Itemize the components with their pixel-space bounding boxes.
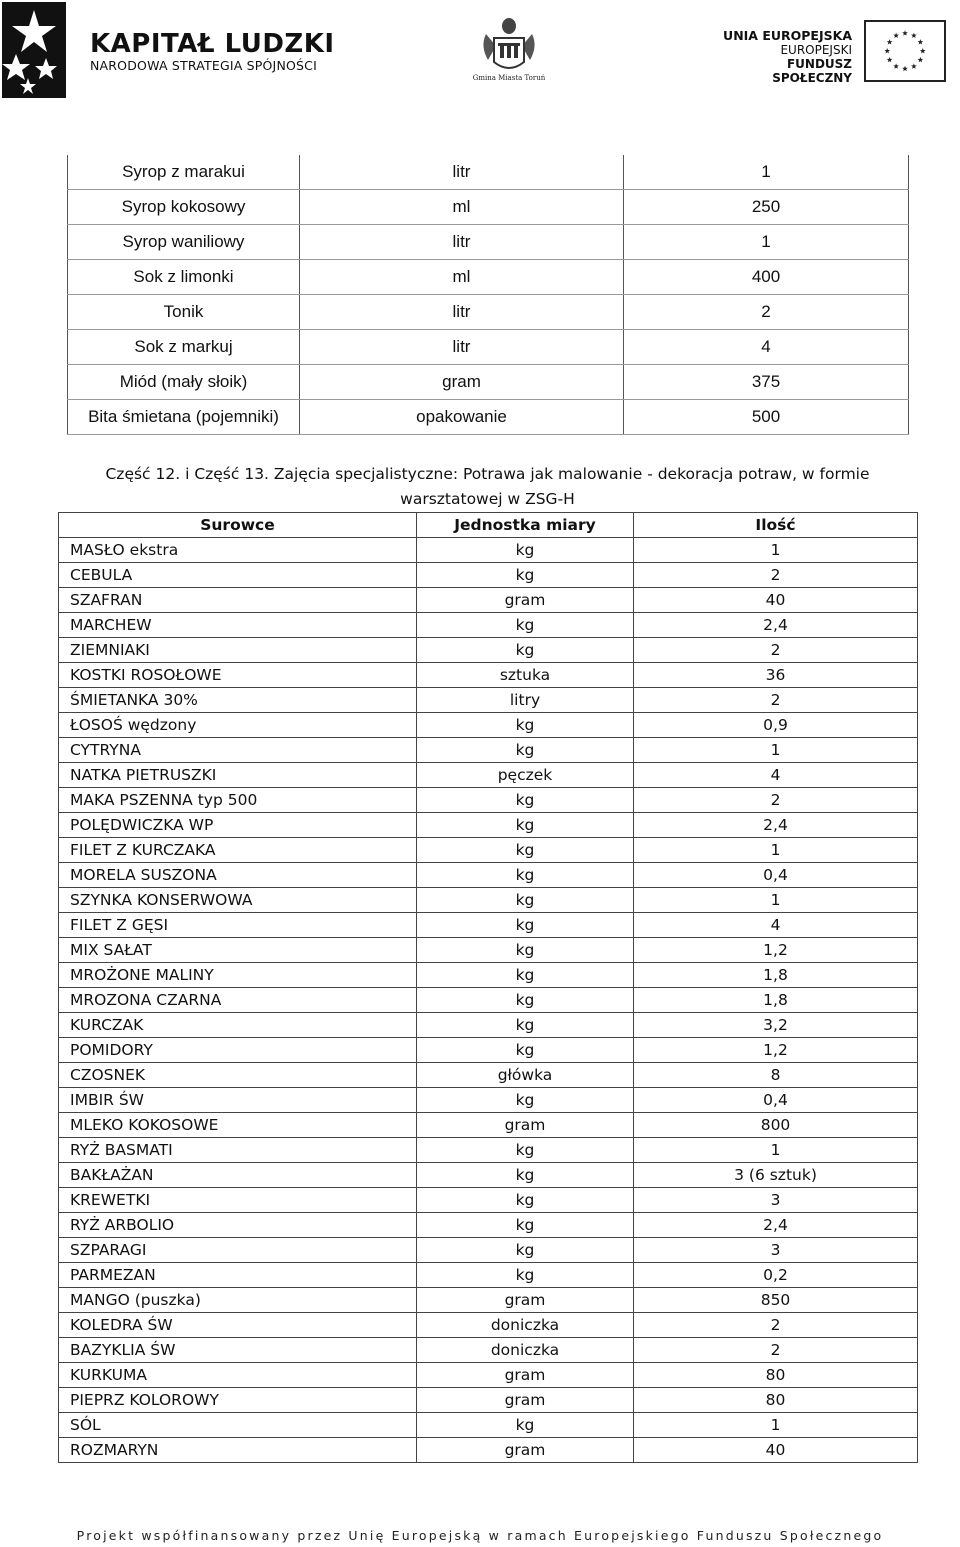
unit-cell: litr — [300, 155, 624, 190]
unit-cell: litr — [300, 295, 624, 330]
table-row — [59, 1113, 918, 1138]
quantity-cell: 40 — [634, 588, 918, 613]
table-row — [59, 1338, 918, 1363]
unit-cell: gram — [417, 1388, 634, 1413]
quantity-cell: 400 — [624, 260, 909, 295]
eu-star-icon — [887, 57, 893, 62]
unit-cell: kg — [417, 638, 634, 663]
table-row — [59, 1213, 918, 1238]
quantity-cell: 2,4 — [634, 1213, 918, 1238]
quantity-cell: 2 — [634, 563, 918, 588]
item-cell: MANGO (puszka) — [59, 1288, 417, 1313]
table-row — [59, 813, 918, 838]
section-title-part: Część 12. i Część 13. — [105, 465, 269, 483]
header-jednostka: Jednostka miary — [417, 513, 634, 538]
item-cell: MROŻONE MALINY — [59, 963, 417, 988]
item-cell: Syrop kokosowy — [68, 190, 300, 225]
table-row — [59, 688, 918, 713]
eu-line-3: FUNDUSZ SPOŁECZNY — [772, 57, 852, 85]
table-row — [68, 330, 909, 365]
quantity-cell: 1,8 — [634, 963, 918, 988]
item-cell: PARMEZAN — [59, 1263, 417, 1288]
unit-cell: kg — [417, 963, 634, 988]
table-row — [59, 1138, 918, 1163]
quantity-cell: 2 — [634, 638, 918, 663]
unit-cell: opakowanie — [300, 400, 624, 435]
section-title — [58, 458, 917, 512]
unit-cell: pęczek — [417, 763, 634, 788]
quantity-cell: 2,4 — [634, 613, 918, 638]
header-ilosc: Ilość — [634, 513, 918, 538]
unit-cell: gram — [417, 1363, 634, 1388]
unit-cell: gram — [417, 1438, 634, 1463]
quantity-cell: 1,2 — [634, 938, 918, 963]
quantity-cell: 1 — [634, 838, 918, 863]
table-row — [59, 538, 918, 563]
unit-cell: kg — [417, 1013, 634, 1038]
table-row — [59, 738, 918, 763]
item-cell: Syrop z marakui — [68, 155, 300, 190]
quantity-cell: 1 — [624, 155, 909, 190]
table-row — [68, 365, 909, 400]
unit-cell: gram — [417, 588, 634, 613]
table-row — [59, 1163, 918, 1188]
table-row — [59, 1263, 918, 1288]
unit-cell: litr — [300, 330, 624, 365]
table-row — [59, 1013, 918, 1038]
section-12-13 — [58, 458, 917, 1463]
quantity-cell: 1 — [634, 738, 918, 763]
quantity-cell: 0,4 — [634, 863, 918, 888]
eu-star-icon — [902, 30, 908, 35]
table-header-row — [59, 513, 918, 538]
item-cell: IMBIR ŚW — [59, 1088, 417, 1113]
table-row — [59, 1438, 918, 1463]
eu-star-icon — [911, 63, 917, 68]
item-cell: MASŁO ekstra — [59, 538, 417, 563]
unit-cell: gram — [417, 1113, 634, 1138]
item-cell: BAKŁAŻAN — [59, 1163, 417, 1188]
item-cell: POMIDORY — [59, 1038, 417, 1063]
quantity-cell: 3 — [634, 1188, 918, 1213]
eu-star-icon — [911, 33, 917, 38]
item-cell: FILET Z GĘSI — [59, 913, 417, 938]
table-row — [59, 713, 918, 738]
table-row — [59, 988, 918, 1013]
unit-cell: kg — [417, 1088, 634, 1113]
unit-cell: ml — [300, 190, 624, 225]
quantity-cell: 40 — [634, 1438, 918, 1463]
quantity-cell: 2 — [634, 1338, 918, 1363]
eu-star-icon — [920, 48, 926, 53]
kapital-ludzki-title: KAPITAŁ LUDZKI — [90, 29, 335, 59]
kapital-ludzki-subtitle: NARODOWA STRATEGIA SPÓJNOŚCI — [90, 58, 317, 73]
unit-cell: kg — [417, 1263, 634, 1288]
table-row — [59, 563, 918, 588]
table-row — [59, 938, 918, 963]
quantity-cell: 80 — [634, 1388, 918, 1413]
item-cell: Miód (mały słoik) — [68, 365, 300, 400]
table-row — [59, 1088, 918, 1113]
table-row — [59, 788, 918, 813]
item-cell: PIEPRZ KOLOROWY — [59, 1388, 417, 1413]
item-cell: ROZMARYN — [59, 1438, 417, 1463]
unit-cell: kg — [417, 538, 634, 563]
eu-star-icon — [884, 48, 890, 53]
quantity-cell: 3 (6 sztuk) — [634, 1163, 918, 1188]
item-cell: SZYNKA KONSERWOWA — [59, 888, 417, 913]
eu-star-icon — [893, 63, 899, 68]
footer-text: Projekt współfinansowany przez Unię Europejską w ramach Europejskiego Funduszu Społecznego — [76, 1528, 884, 1543]
unit-cell: kg — [417, 938, 634, 963]
table-row — [68, 400, 909, 435]
unit-cell: kg — [417, 1213, 634, 1238]
quantity-cell: 375 — [624, 365, 909, 400]
table-row — [59, 663, 918, 688]
unit-cell: kg — [417, 813, 634, 838]
unit-cell: kg — [417, 713, 634, 738]
quantity-cell: 1 — [624, 225, 909, 260]
quantity-cell: 1 — [634, 538, 918, 563]
quantity-cell: 36 — [634, 663, 918, 688]
item-cell: Bita śmietana (pojemniki) — [68, 400, 300, 435]
eu-star-icon — [887, 39, 893, 44]
eu-flag-icon — [864, 20, 946, 82]
quantity-cell: 800 — [634, 1113, 918, 1138]
unit-cell: litr — [300, 225, 624, 260]
item-cell: POLĘDWICZKA WP — [59, 813, 417, 838]
ingredients-table-1 — [67, 155, 909, 435]
quantity-cell: 2 — [634, 688, 918, 713]
item-cell: ŁOSOŚ wędzony — [59, 713, 417, 738]
table-row — [59, 763, 918, 788]
item-cell: BAZYKLIA ŚW — [59, 1338, 417, 1363]
table-row — [59, 1413, 918, 1438]
quantity-cell: 1 — [634, 1413, 918, 1438]
torun-crest-caption: Gmina Miasta Toruń — [472, 74, 546, 82]
quantity-cell: 4 — [624, 330, 909, 365]
eu-line-2: EUROPEJSKI — [780, 43, 852, 57]
quantity-cell: 500 — [624, 400, 909, 435]
item-cell: RYŻ BASMATI — [59, 1138, 417, 1163]
table-row — [68, 190, 909, 225]
unit-cell: kg — [417, 788, 634, 813]
item-cell: KREWETKI — [59, 1188, 417, 1213]
quantity-cell: 3 — [634, 1238, 918, 1263]
item-cell: CEBULA — [59, 563, 417, 588]
unit-cell: doniczka — [417, 1338, 634, 1363]
quantity-cell: 0,9 — [634, 713, 918, 738]
item-cell: MIX SAŁAT — [59, 938, 417, 963]
kapital-ludzki-text — [90, 30, 335, 74]
table-row — [59, 1063, 918, 1088]
table-row — [59, 1388, 918, 1413]
quantity-cell: 0,2 — [634, 1263, 918, 1288]
table-row — [59, 613, 918, 638]
quantity-cell: 0,4 — [634, 1088, 918, 1113]
ingredients-table-2 — [58, 512, 918, 1463]
unit-cell: kg — [417, 838, 634, 863]
item-cell: Tonik — [68, 295, 300, 330]
item-cell: CZOSNEK — [59, 1063, 417, 1088]
item-cell: Sok z markuj — [68, 330, 300, 365]
quantity-cell: 4 — [634, 763, 918, 788]
quantity-cell: 3,2 — [634, 1013, 918, 1038]
unit-cell: główka — [417, 1063, 634, 1088]
table-row — [59, 588, 918, 613]
item-cell: SÓL — [59, 1413, 417, 1438]
item-cell: KOSTKI ROSOŁOWE — [59, 663, 417, 688]
item-cell: KURKUMA — [59, 1363, 417, 1388]
quantity-cell: 80 — [634, 1363, 918, 1388]
unit-cell: kg — [417, 1138, 634, 1163]
quantity-cell: 8 — [634, 1063, 918, 1088]
item-cell: ZIEMNIAKI — [59, 638, 417, 663]
unit-cell: kg — [417, 1038, 634, 1063]
eu-logo-text — [720, 28, 852, 85]
quantity-cell: 1,8 — [634, 988, 918, 1013]
table-row — [68, 295, 909, 330]
unit-cell: kg — [417, 1413, 634, 1438]
section-title-rest: Zajęcia specjalistyczne: Potrawa jak malowanie - dekoracja potraw, w formie warsztatowej w ZSG-H — [268, 465, 870, 508]
quantity-cell: 2,4 — [634, 813, 918, 838]
eu-line-1: UNIA EUROPEJSKA — [723, 28, 852, 43]
quantity-cell: 1 — [634, 1138, 918, 1163]
table-row — [59, 1238, 918, 1263]
table-row — [59, 1288, 918, 1313]
unit-cell: doniczka — [417, 1313, 634, 1338]
unit-cell: kg — [417, 1238, 634, 1263]
quantity-cell: 2 — [634, 788, 918, 813]
quantity-cell: 1,2 — [634, 1038, 918, 1063]
item-cell: MLEKO KOKOSOWE — [59, 1113, 417, 1138]
unit-cell: kg — [417, 913, 634, 938]
table-row — [59, 1038, 918, 1063]
item-cell: KOLEDRA ŚW — [59, 1313, 417, 1338]
item-cell: MORELA SUSZONA — [59, 863, 417, 888]
table-row — [59, 638, 918, 663]
unit-cell: kg — [417, 1163, 634, 1188]
item-cell: Sok z limonki — [68, 260, 300, 295]
item-cell: FILET Z KURCZAKA — [59, 838, 417, 863]
table-row — [59, 1188, 918, 1213]
item-cell: KURCZAK — [59, 1013, 417, 1038]
quantity-cell: 2 — [624, 295, 909, 330]
eu-star-icon — [893, 33, 899, 38]
kapital-ludzki-logo-icon — [2, 2, 66, 98]
unit-cell: kg — [417, 613, 634, 638]
item-cell: MAKA PSZENNA typ 500 — [59, 788, 417, 813]
quantity-cell: 2 — [634, 1313, 918, 1338]
unit-cell: kg — [417, 988, 634, 1013]
header-surowce: Surowce — [59, 513, 417, 538]
unit-cell: gram — [300, 365, 624, 400]
quantity-cell: 1 — [634, 888, 918, 913]
table-row — [68, 155, 909, 190]
table-row — [68, 225, 909, 260]
unit-cell: kg — [417, 1188, 634, 1213]
table-row — [59, 1363, 918, 1388]
table-row — [59, 863, 918, 888]
item-cell: Syrop waniliowy — [68, 225, 300, 260]
item-cell: CYTRYNA — [59, 738, 417, 763]
table-row — [59, 913, 918, 938]
unit-cell: kg — [417, 563, 634, 588]
item-cell: MARCHEW — [59, 613, 417, 638]
eu-star-icon — [918, 57, 924, 62]
item-cell: ŚMIETANKA 30% — [59, 688, 417, 713]
item-cell: NATKA PIETRUSZKI — [59, 763, 417, 788]
item-cell: MROZONA CZARNA — [59, 988, 417, 1013]
unit-cell: ml — [300, 260, 624, 295]
unit-cell: litry — [417, 688, 634, 713]
eu-star-icon — [902, 66, 908, 71]
quantity-cell: 250 — [624, 190, 909, 225]
table-row — [59, 838, 918, 863]
table-row — [59, 963, 918, 988]
unit-cell: kg — [417, 738, 634, 763]
table-row — [59, 1313, 918, 1338]
eu-star-icon — [918, 39, 924, 44]
table-row — [68, 260, 909, 295]
quantity-cell: 850 — [634, 1288, 918, 1313]
unit-cell: kg — [417, 888, 634, 913]
unit-cell: gram — [417, 1288, 634, 1313]
item-cell: RYŻ ARBOLIO — [59, 1213, 417, 1238]
quantity-cell: 4 — [634, 913, 918, 938]
item-cell: SZPARAGI — [59, 1238, 417, 1263]
item-cell: SZAFRAN — [59, 588, 417, 613]
unit-cell: sztuka — [417, 663, 634, 688]
page-header — [0, 0, 960, 100]
table-row — [59, 888, 918, 913]
unit-cell: kg — [417, 863, 634, 888]
